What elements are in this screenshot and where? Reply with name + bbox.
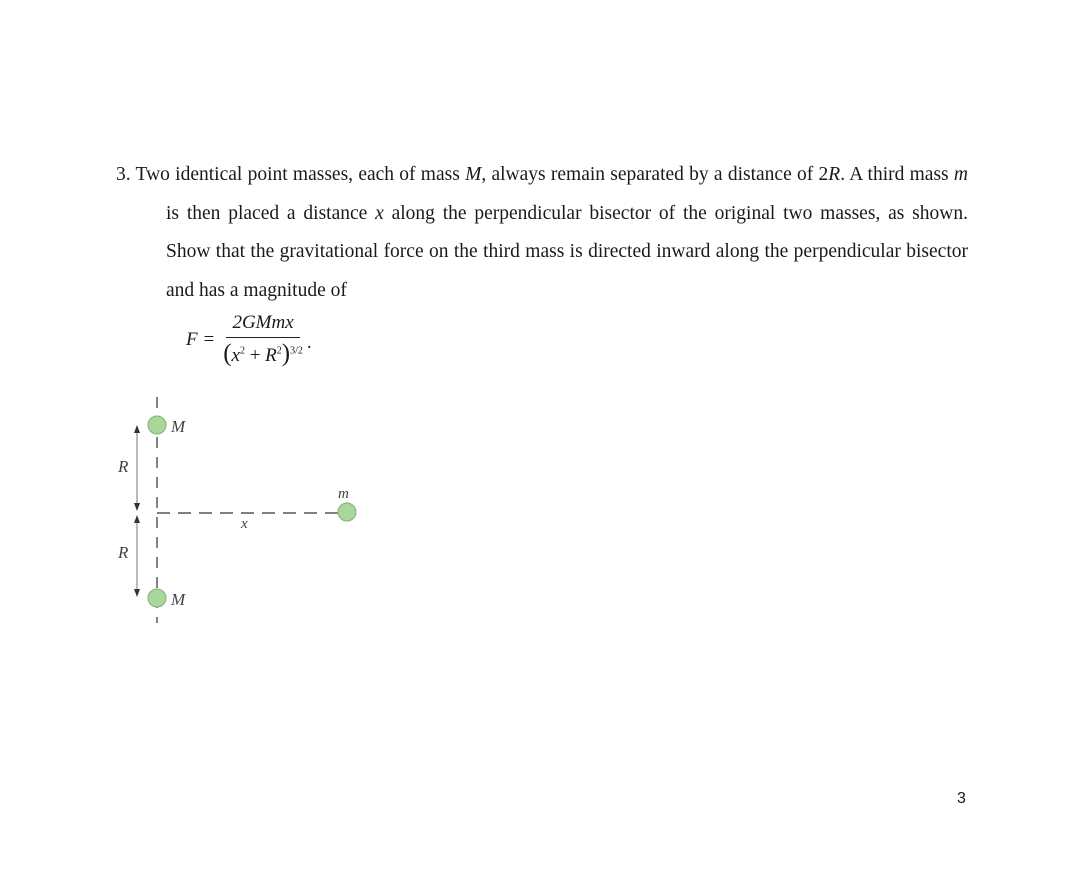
formula-fraction xyxy=(223,312,303,368)
arrow-top-up xyxy=(134,425,140,433)
arrow-bottom-down xyxy=(134,589,140,597)
exponent-R: 2 xyxy=(276,345,282,357)
variable-x: x xyxy=(375,202,384,224)
plus-sign: + xyxy=(244,345,266,366)
variable-m: m xyxy=(953,164,968,185)
arrow-top-down xyxy=(134,503,140,511)
mass-bottom xyxy=(148,589,166,607)
text-segment: , always remain separated by a distance of 2 xyxy=(481,164,829,185)
arrow-bottom-up xyxy=(134,515,140,523)
text-segment: is then placed a distance xyxy=(166,202,376,224)
formula-denominator xyxy=(223,338,303,368)
label-distance-x: x xyxy=(241,516,248,532)
exponent-power: 3/2 xyxy=(290,345,303,357)
den-R: R xyxy=(265,345,277,366)
exponent-x: 2 xyxy=(239,345,245,357)
problem-text xyxy=(116,156,968,310)
problem-statement xyxy=(116,156,968,310)
label-distance-bottom: R xyxy=(118,543,129,562)
formula-period: . xyxy=(306,332,312,353)
text-segment: Two identical point masses, each of mass xyxy=(130,164,466,185)
den-x: x xyxy=(231,345,240,366)
variable-R: R xyxy=(828,164,841,185)
open-paren: ( xyxy=(223,340,232,367)
label-distance-top: R xyxy=(118,457,129,476)
variable-M: M xyxy=(465,164,482,185)
force-formula xyxy=(186,312,312,368)
formula-numerator: 2GMmx xyxy=(226,312,299,338)
problem-number: 3. xyxy=(116,164,131,185)
text-segment: . A third mass xyxy=(840,164,954,185)
label-mass-third: m xyxy=(338,486,349,502)
label-mass-bottom: M xyxy=(171,590,186,609)
page-number: 3 xyxy=(957,790,966,807)
text-segment: along the perpendicular bisector of the original two masses, as shown. Show that the gravitational force on the third mass is directed inward along the perpendicular bisector and has a magnitude of xyxy=(166,202,968,301)
close-paren: ) xyxy=(281,340,291,367)
mass-top xyxy=(148,416,166,434)
mass-third xyxy=(338,503,356,521)
mass-diagram xyxy=(110,395,370,635)
label-mass-top: M xyxy=(171,417,186,436)
formula-lhs: F = xyxy=(186,329,216,350)
